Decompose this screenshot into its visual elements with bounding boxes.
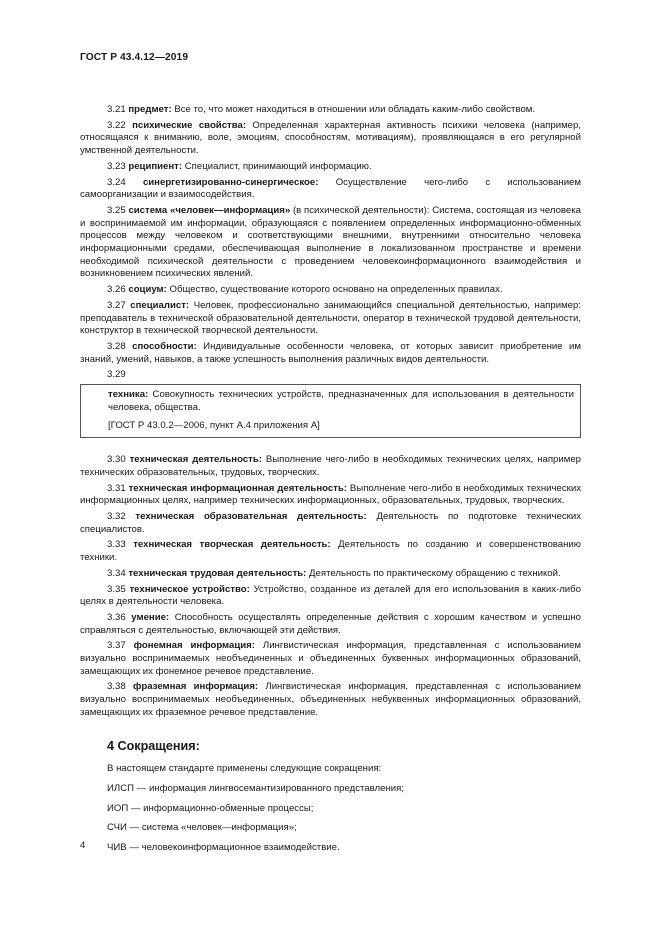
section-title-abbreviations: 4 Сокращения: — [107, 738, 200, 753]
abbreviation-item: СЧИ — система «человек—информация»; — [107, 822, 297, 834]
term-number-3-29: 3.29 — [107, 369, 126, 381]
term-entry: 3.25 система «человек—информация» (в психической деятельности): Система, состоящая из человека и воспринимаемой им информации, образующаяся с появлением определенных информационно-обменных процессов между человеком и соответствующими внешними, внутренними относительно человека информационными средами, обеспечивающая выполнение в локализованном пространстве и времени необходимой психической деятельности с проведением человекоинформационного взаимодействия и возникновением психических явлений. — [80, 204, 581, 280]
term-entry: 3.36 умение: Способность осуществлять определенные действия с хорошим качеством и успешно справляться с деятельностью, включающей эти действия. — [80, 611, 581, 636]
term-entry: 3.21 предмет: Все то, что может находиться в отношении или обладать каким-либо свойством. — [107, 104, 536, 115]
term-entry: 3.38 фраземная информация: Лингвистическая информация, представленная с использованием визуально воспринимаемых необъединенных, объединенных небуквенных информационных образований, замещающих их фраземное речевое представление. — [80, 681, 581, 718]
term-entry: 3.37 фонемная информация: Лингвистическая информация, представленная с использованием визуально воспринимаемых необъединенных и объединенных буквенных информационных образований, замещающих их фонемное речевое представление. — [80, 640, 582, 677]
referenced-term-box — [80, 384, 581, 438]
abbreviations-intro: В настоящем стандарте применены следующие сокращения: — [107, 763, 382, 775]
term-entry: 3.34 техническая трудовая деятельность: Деятельность по практическому обращению с техникой. — [107, 567, 561, 579]
referenced-term-definition: техника: Совокупность технических устройств, предназначенных для использования в деятельности человека, общества. — [108, 389, 574, 413]
term-entry: 3.23 реципиент: Специалист, принимающий информацию. — [107, 160, 372, 172]
term-entry: 3.31 техническая информационная деятельность: Выполнение чего-либо в необходимых технических информационных целях, например технических информационных, образовательных, трудовых, творческих. — [80, 482, 582, 507]
term-entry: 3.28 способности: Индивидуальные особенности человека, от которых зависит приобретение им знаний, умений, навыков, а также успешность выполнения различных видов деятельности. — [80, 340, 581, 365]
term-entry: 3.30 техническая деятельность: Выполнение чего-либо в необходимых технических целях, например технических образовательных, трудовых, творческих. — [80, 454, 582, 478]
terms-group-a — [80, 104, 581, 366]
term-source-reference: [ГОСТ Р 43.0.2—2006, пункт А.4 приложения А] — [108, 420, 320, 432]
abbreviation-item: ЧИВ — человекоинформационное взаимодействие. — [107, 842, 340, 854]
term-entry: 3.24 синергетизированно-синергическое: Осуществление чего-либо с использованием самоорганизации и взаимосодействия. — [80, 176, 581, 201]
term-entry: 3.26 социум: Общество, существование которого основано на определенных правилах. — [107, 284, 503, 296]
abbreviation-item: ИОП — информационно-обменные процессы; — [107, 802, 314, 814]
term-entry: 3.35 техническое устройство: Устройство, созданное из деталей для его использования в каких-либо целях в деятельности человека. — [80, 583, 581, 608]
abbreviation-item: ИЛСП — информация лингвосемантизированного представления; — [107, 782, 404, 794]
term-entry: 3.33 техническая творческая деятельность: Деятельность по созданию и совершенствованию техники. — [80, 539, 581, 564]
terms-group-b — [80, 454, 581, 719]
page-content — [80, 104, 581, 862]
document-header: ГОСТ Р 43.4.12—2019 — [80, 52, 189, 63]
term-entry: 3.22 психические свойства: Определенная характерная активность психики человека (например, относящаяся к вниманию, воле, эмоциям, способностям, мотивациям), проявляющаяся в его регулярной умственной деятельности. — [80, 119, 581, 157]
term-entry: 3.27 специалист: Человек, профессионально занимающийся специальной деятельностью, например: преподаватель в технической образовательной деятельности, оператор в технической трудовой деятельности, конструктор в технической творческой деятельности. — [80, 299, 582, 337]
term-entry: 3.32 техническая образовательная деятельность: Деятельность по подготовке технических специалистов. — [80, 510, 581, 535]
page-number: 4 — [80, 840, 86, 851]
